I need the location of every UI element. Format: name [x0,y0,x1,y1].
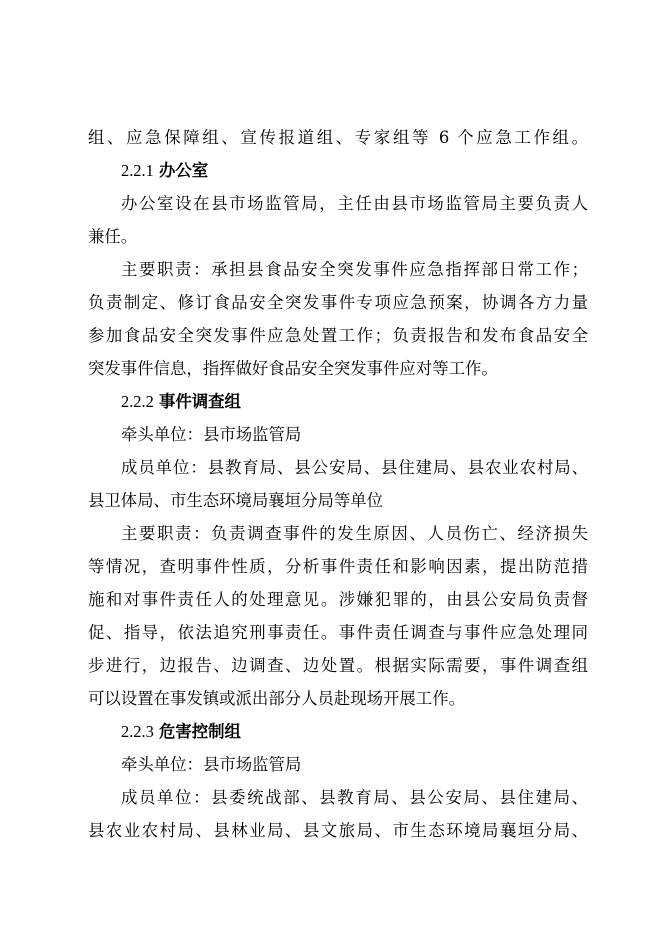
heading-title: 办公室 [159,161,209,180]
paragraph-line: 突发事件信息，指挥做好食品安全突发事件应对等工作。 [88,359,498,378]
paragraph-line: 牵头单位：县市场监管局 [121,755,302,774]
section-heading-2-2-1 [121,161,662,181]
paragraph-line: 县农业农村局、县林业局、县文旅局、市生态环境局襄垣分局、 [88,821,588,840]
heading-title: 危害控制组 [159,722,241,741]
paragraph-line: 县卫体局、市生态环境局襄垣分局等单位 [88,491,384,510]
paragraph-line: 办公室设在县市场监管局，主任由县市场监管局主要负责人 [121,194,588,213]
paragraph-line: 兼任。 [88,227,138,246]
paragraph-line: 成员单位：县教育局、县公安局、县住建局、县农业农村局、 [121,458,588,477]
paragraph-line: 参加食品安全突发事件应急处置工作；负责报告和发布食品安全 [88,326,588,345]
section-heading-2-2-2 [121,392,662,412]
section-heading-2-2-3 [121,722,662,742]
paragraph-line: 施和对事件责任人的处理意见。涉嫌犯罪的，由县公安局负责督 [88,590,588,609]
heading-title: 事件调查组 [159,392,241,411]
paragraph-line: 等情况，查明事件性质，分析事件责任和影响因素，提出防范措 [88,557,588,576]
paragraph-line: 牵头单位：县市场监管局 [121,425,302,444]
heading-number: 2.2.2 [121,392,154,411]
paragraph-line: 负责制定、修订食品安全突发事件专项应急预案，协调各方力量 [88,293,588,312]
heading-number: 2.2.1 [121,161,154,180]
paragraph-line: 主要职责：负责调查事件的发生原因、人员伤亡、经济损失 [121,524,588,543]
paragraph-line: 步进行，边报告、边调查、边处置。根据实际需要，事件调查组 [88,656,588,675]
paragraph-line: 组、应急保障组、宣传报道组、专家组等 6 个应急工作组。 [88,128,588,147]
heading-number: 2.2.3 [121,722,154,741]
paragraph-line: 促、指导，依法追究刑事责任。事件责任调查与事件应急处理同 [88,623,588,642]
paragraph-line: 可以设置在事发镇或派出部分人员赴现场开展工作。 [88,689,465,708]
paragraph-line: 主要职责：承担县食品安全突发事件应急指挥部日常工作； [121,260,588,279]
paragraph-line: 成员单位：县委统战部、县教育局、县公安局、县住建局、 [121,788,588,807]
